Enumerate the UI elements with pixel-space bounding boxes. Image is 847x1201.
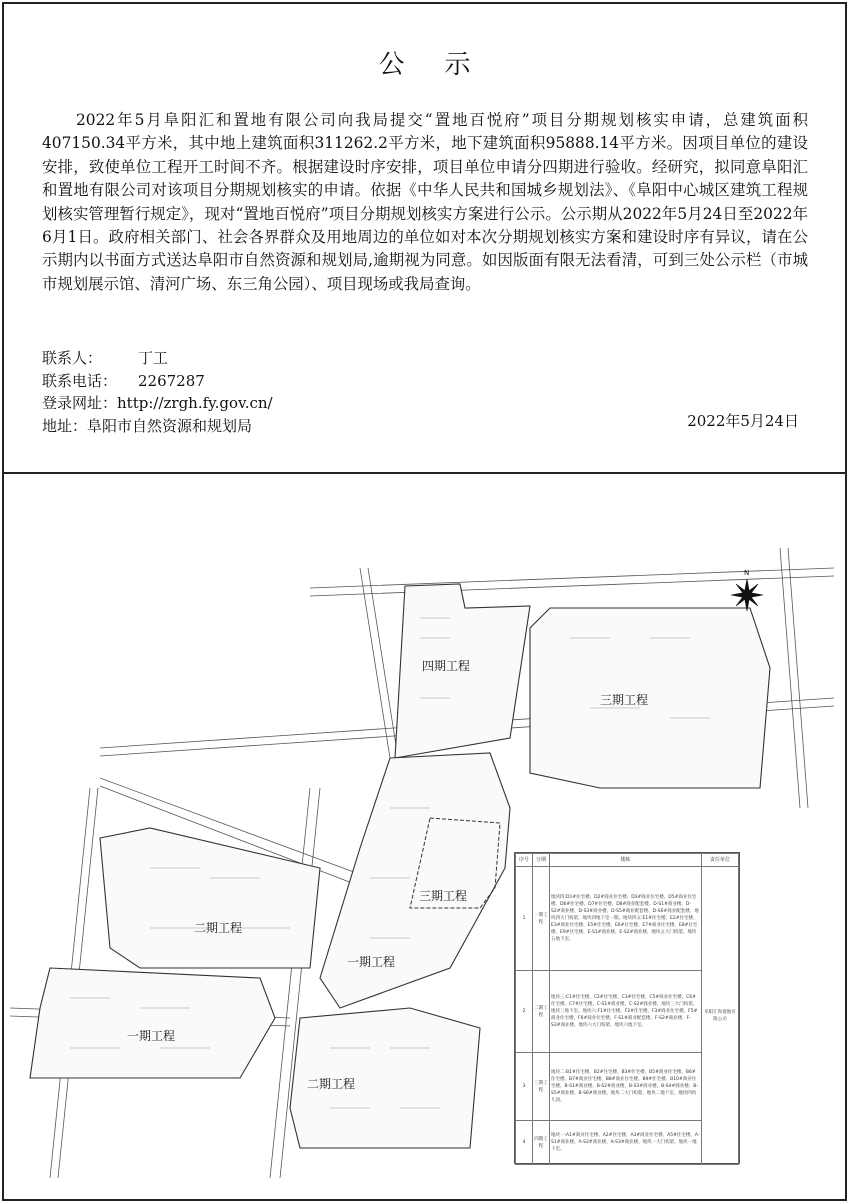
road-top-horizontal: [310, 568, 834, 596]
legend-row-desc: 地块四:D1#住宅楼、D2#商业住宅楼、D3#商业住宅楼、D5#商业住宅楼、D6#住宅楼、D7#住宅楼、D8#商业配套楼、D-S1#商业楼、D-S2#商业楼、D-S3#商业楼、D-S5#商业配套楼、D-S6#商业配套楼、地块四大门构架、地块四地下室一期。地块四五:E1#住宅楼、E2#住宅楼、E3#商业住宅楼、E5#住宅楼、E6#住宅楼、E7#商业住宅楼、E8#住宅楼、E9#住宅楼、E-S1#商业楼、E-S2#商业楼、地块五大门构架、地块五地下室。: [550, 867, 702, 971]
legend-header-owner: 责任单位: [702, 854, 739, 867]
parcel-phase1-left: [30, 968, 275, 1078]
contact-label: 联系人：: [42, 349, 103, 367]
legend-owner: 阜阳汇和置地有限公司: [702, 867, 739, 1165]
legend-row: [516, 867, 739, 971]
phone-value: 2267287: [138, 371, 205, 390]
website-link[interactable]: http://zrgh.fy.gov.cn/: [117, 394, 273, 412]
north-arrow-icon: [731, 569, 763, 611]
label-phase3-top: 三期工程: [600, 693, 649, 707]
legend-row-desc: 地块三:C1#住宅楼、C2#住宅楼、C3#住宅楼、C5#商业住宅楼、C6#住宅楼、C7#住宅楼、C-S1#商业楼、C-S2#商业楼、地块三大门构架、地块三地下室。地块六:F1#住宅楼、F2#住宅楼、F3#商业住宅楼、F5#商业住宅楼、F6#商业住宅楼、F-S1#商业配套楼、F-S2#商业楼、F-S3#商业楼、地块六大门构架、地块六地下室。: [550, 971, 702, 1053]
parcel-phase2-left: [100, 828, 320, 968]
label-phase2-left: 二期工程: [194, 921, 243, 935]
contact-value: 丁工: [138, 349, 169, 367]
website-label: 登录网址：: [42, 394, 118, 412]
notice-body: 2022年5月阜阳汇和置地有限公司向我局提交“置地百悦府”项目分期规划核实申请，总建筑面积407150.34平方米，其中地上建筑面积311262.2平方米，地下建筑面积95888.14平方米。因项目单位的建设安排，致使单位工程开工时间不齐。根据建设时序安排，项目单位申请分四期进行验收。经研究，拟同意阜阳汇和置地有限公司对该项目分期规划核实的申请。依据《中华人民共和国城乡规划法》、《阜阳中心城区建筑工程规划核实管理暂行规定》，现对“置地百悦府”项目分期规划核实方案进行公示。公示期从2022年5月24日至2022年6月1日。政府相关部门、社会各界群众及用地周边的单位如对本次分期规划核实方案和建设时序有异议，请在公示期内以书面方式送达阜阳市自然资源和规划局,逾期视为同意。如因版面有限无法看清，可到三处公示栏（市城市规划展示馆、清河广场、东三角公园）、项目现场或我局查询。: [42, 111, 808, 293]
legend-row-no: 4: [516, 1121, 533, 1165]
road-right-vertical: [780, 548, 808, 808]
phone-row: [42, 370, 273, 393]
section-divider: [4, 472, 845, 474]
legend-row-no: 1: [516, 867, 533, 971]
svg-text:N: N: [744, 569, 750, 577]
legend-row-no: 3: [516, 1053, 533, 1121]
parcel-phase1-mid: [320, 753, 510, 1008]
contact-block: [42, 347, 273, 437]
legend-header-phase: 分期: [533, 854, 550, 867]
contact-person-row: [42, 347, 273, 370]
legend-row-phase: 二期工程: [533, 971, 550, 1053]
parcel-phase3-top: [530, 608, 770, 788]
label-phase1-left: 一期工程: [127, 1029, 176, 1043]
label-phase1-mid: 一期工程: [347, 955, 396, 969]
legend-row-desc: 地块二:B1#住宅楼、B2#住宅楼、B3#住宅楼、B5#商业住宅楼、B6#住宅楼、B7#商业住宅楼、B8#商业住宅楼、B9#住宅楼、B10#商业住宅楼、B-S1#商业楼、B-S2#商业楼、B-S3#商业楼、B-S4#商业楼、B-S5#商业楼、B-S6#商业楼、地块二大门构架、地块二地下室、地块四幼儿园。: [550, 1053, 702, 1121]
address-row: [42, 415, 273, 438]
legend-row-no: 2: [516, 971, 533, 1053]
legend-header-buildings: 楼栋: [550, 854, 702, 867]
legend-header-no: 序号: [516, 854, 533, 867]
address-value: 阜阳市自然资源和规划局: [87, 416, 253, 435]
legend-row-phase: 四期工程: [533, 1121, 550, 1165]
legend-row-desc: 地块一:A1#商业住宅楼、A2#住宅楼、A3#商业住宅楼、A5#住宅楼、A-S1#商业楼、A-S2#商业楼、A-S3#商业楼、地块一大门构架、地块一地下室。: [550, 1121, 702, 1165]
notice-date: 2022年5月24日: [687, 412, 799, 430]
legend-row-phase: 一期工程: [533, 867, 550, 971]
website-row: [42, 392, 273, 415]
notice-title: 公示: [378, 50, 511, 80]
legend-row-phase: 三期工程: [533, 1053, 550, 1121]
label-phase3-mid: 三期工程: [419, 889, 468, 903]
phase-legend-table: [514, 852, 740, 1164]
address-label: 地址：: [42, 416, 88, 435]
label-phase2-bottom: 二期工程: [307, 1077, 356, 1091]
label-phase4: 四期工程: [422, 659, 471, 673]
phone-label: 联系电话：: [42, 371, 118, 390]
